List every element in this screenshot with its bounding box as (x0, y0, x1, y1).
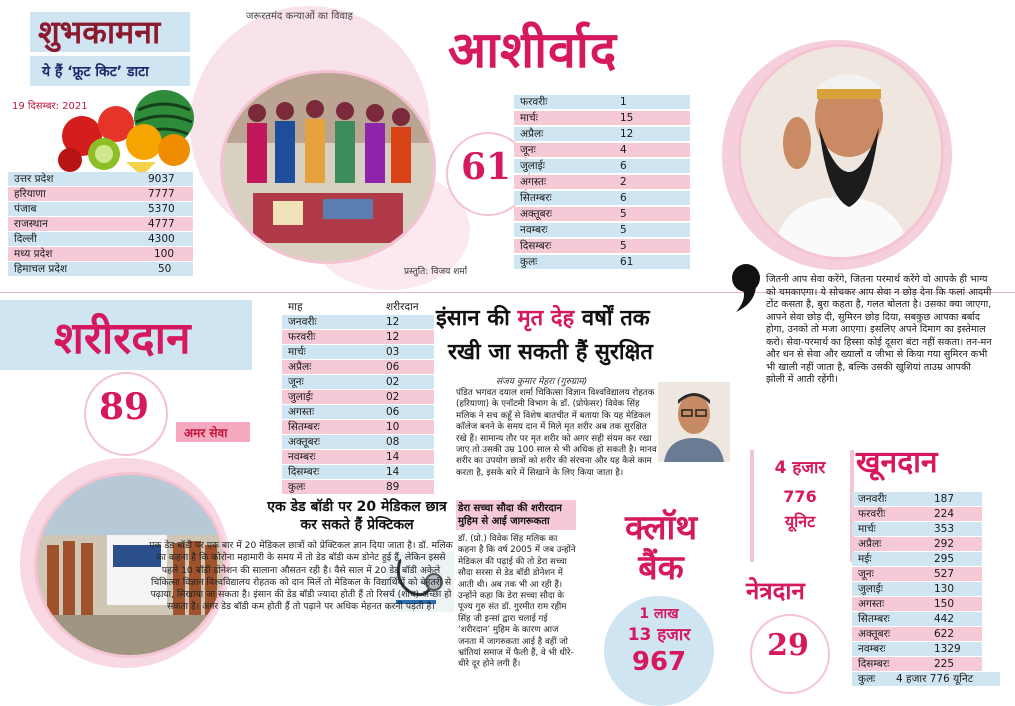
quote-mark-icon (728, 262, 762, 314)
sharirdaan-count: 89 (98, 386, 150, 428)
table-row: अप्रैलः 12 (514, 127, 690, 141)
ashirwad-caption: जरूरतमंद कन्याओं का विवाह (246, 11, 353, 22)
table-row: अगस्तः 150 (852, 597, 982, 611)
table-row: अगस्तः 2 (514, 175, 690, 189)
table-row: कुलः 89 (282, 480, 434, 494)
table-row: सितम्बरः 442 (852, 612, 982, 626)
table-row: जूनः 527 (852, 567, 982, 581)
table-row: मध्य प्रदेश 100 (8, 247, 193, 261)
table-row: जनवरीः 187 (852, 492, 982, 506)
table-row: जूनः 02 (282, 375, 434, 389)
article-body: एक डेड बॉडी पर एक बार में 20 मेडिकल छात्रों को प्रेक्टिकल ज्ञान दिया जाता है। डॉ. मलिक का कहना है कि कोरोना महामारी के समय में तो डेड बॉडी कम डोनेट हुई हैं, लेकिन इससे पहले 10 बॉडी डोनेशन की सालाना औसतन रही है। वैसे साल में 20 डेड बॉडी अकेले चिकित्सा विज्ञान विश्वविद्यालय रोहतक को दान मिलें तो मेडिकल के विद्यार्थियों को बेहतरी से पढ़ाया, सिखाया जा सकता है। इंसान की डेड बॉडी ज्यादा होती हैं तो रिसर्च (शोध) अच्छा हो सकता है। अगर डेड बॉडी कम होती हैं तो पढ़ाने पर अधिक मेहनत करनी पड़ती है। (149, 540, 453, 613)
table-row: मार्चः 353 (852, 522, 982, 536)
table-row: हरियाणा 7777 (8, 187, 193, 201)
table-row: राजस्थान 4777 (8, 217, 193, 231)
table-row: अगस्तः 06 (282, 405, 434, 419)
table-row: नवम्बरः 5 (514, 223, 690, 237)
khoondaan-title: खूनदान (856, 445, 938, 480)
netradaan-title: नेत्रदान (746, 577, 805, 605)
table-row: कुलः 61 (514, 255, 690, 269)
wish-title: शुभकामना (38, 13, 161, 51)
table-row: जुलाईः 6 (514, 159, 690, 173)
amar-sewa-label: अमर सेवा (184, 426, 228, 440)
table-row: जुलाईः 02 (282, 390, 434, 404)
sharirdaan-title: शरीरदान (54, 313, 191, 364)
side-body: डॉ. (प्रो.) विवेक सिंह मलिक का कहना है कि वर्ष 2005 में जब उन्होंने मेडिकल की पढ़ाई की तो डेरा सच्चा सौदा सरसा से डेड बॉडी डोनेशन में आती थी। अब तक भी आ रही हैं। उन्होंने कहा कि डेरा सच्चा सौदा के पूज्य गुरु संत डॉ. गुरमीत राम रहीम सिंह जी इन्सां द्वारा चलाई गई ‘शरीरदान’ मुहिम के कारण आज जनता में जागरुकता आई है वहीं जो भ्रांतियां समाज में फैली हैं, वे भी धीरे-धीरे दूर होने लगी हैं। (458, 534, 576, 670)
table-row: जनवरीः 12 (282, 315, 434, 329)
table-row: नवम्बरः 14 (282, 450, 434, 464)
table-row: हिमाचल प्रदेश 50 (8, 262, 193, 276)
article-headline: इंसान की मृत देह वर्षों तक (436, 306, 650, 331)
cloth-bank-count: 1 लाख 13 हजार 967 (627, 606, 691, 677)
table-row: सितम्बरः 10 (282, 420, 434, 434)
table-row: अप्रैलः 06 (282, 360, 434, 374)
side-head: डेरा सच्चा सौदा की शरीरदान मुहिम से आई जागरूकता (458, 503, 562, 527)
table-row: पंजाब 5370 (8, 202, 193, 216)
wish-date: 19 दिसम्बर: 2021 (12, 101, 88, 112)
table-row-total: कुलः 4 हजार 776 यूनिट (852, 672, 1000, 686)
article-headline-line2: रखी जा सकती हैं सुरक्षित (448, 340, 653, 365)
table-row: उत्तर प्रदेश 9037 (8, 172, 193, 186)
wish-subtitle: ये हैं ‘फ्रूट किट’ डाटा (42, 64, 149, 80)
ashirwad-count: 61 (460, 146, 512, 188)
table-row: अक्तूबरः 08 (282, 435, 434, 449)
doctor-photo (658, 382, 730, 462)
netradaan-count: 29 (767, 628, 809, 663)
cloth-bank-title: क्लॉथ बैंक (624, 508, 698, 588)
table-row: नवम्बरः 1329 (852, 642, 982, 656)
table-row: मार्चः 15 (514, 111, 690, 125)
table-row: फरवरीः 12 (282, 330, 434, 344)
wedding-photo-frame (220, 70, 436, 264)
table-row: फरवरीः 224 (852, 507, 982, 521)
wedding-photo (223, 73, 433, 261)
article-intro: पंडित भगवत दयाल शर्मा चिकित्सा विज्ञान विश्वविद्यालय रोहतक (हरियाणा) के एनॉटमी विभाग के डॉ. (प्रोफेसर) विवेक सिंह मलिक ने सच कहूँ से विशेष बातचीत में बताया कि यह मेडिकल कॉलेज बनने के समय दान में मिले मृत शरीर अब तक सुरक्षित रखे हैं। सामान्य तौर पर मृत शरीर को अगर सही संयम कर रखा जाए तो उसकी उम्र 100 साल से भी अधिक हो सकती है। मानव शरीर का उपयोग छात्रों को शरीर की संरचना और यह कैसे काम करता है, इसके बारे में सिखाने के लिए किया जाता है। (456, 388, 657, 478)
guru-photo (741, 47, 941, 257)
article-byline: संजय कुमार मेहरा (गुरुग्राम) (496, 377, 588, 387)
table-head: माह शरीरदान (288, 301, 419, 313)
ashirwad-credit: प्रस्तुति: विजय शर्मा (404, 267, 468, 277)
fruit-basket-image (56, 88, 196, 178)
table-row: दिल्ली 4300 (8, 232, 193, 246)
doctor-portrait (658, 382, 730, 462)
table-row: अक्तूबरः 5 (514, 207, 690, 221)
article-subheadline: एक डेड बॉडी पर 20 मेडिकल छात्र कर सकते हैं प्रेक्टिकल (267, 499, 447, 533)
table-row: मार्चः 03 (282, 345, 434, 359)
table-row: दिसम्बरः 14 (282, 465, 434, 479)
guru-photo-frame (738, 44, 944, 260)
table-row: फरवरीः 1 (514, 95, 690, 109)
table-row: जुलाईः 130 (852, 582, 982, 596)
table-row: अप्रैलः 292 (852, 537, 982, 551)
guru-quote: जितनी आप सेवा करेंगे, जितना परमार्थ करेंगे वो आपके ही भाग्य को चमकाएगा। ये सोचकर आप सेवा न छोड़ देना कि फलां आदमी टोंट कसता है, बुरा कहता है, गलत बोलता है। उसका क्या जाएगा, आपने सेवा छोड़ दी, सुमिरन छोड़ दिया, सबकुछ आपका बर्बाद होगा, उनको तो मजा आएगा। इसलिए अपने दिमाग का इस्तेमाल करो। सेवा-परमार्थ का हिस्सा कोई दूसरा बंटा नहीं सकता। तन-मन और धन से सेवा और ख्यालों व जीभा से किया गया सुमिरन कभी भी खाली नहीं जाता है, बल्कि उसकी खुशियां ताउम्र आपकी झोली में आती रहेंगी। (766, 274, 992, 385)
table-row: दिसम्बरः 225 (852, 657, 982, 671)
ashirwad-title: आशीर्वाद (448, 21, 618, 79)
table-row: जूनः 4 (514, 143, 690, 157)
table-row: अक्तूबरः 622 (852, 627, 982, 641)
blood-units: 4 हजार 776 यूनिट (774, 458, 826, 531)
table-row: दिसम्बरः 5 (514, 239, 690, 253)
table-row: मईः 295 (852, 552, 982, 566)
table-row: सितम्बरः 6 (514, 191, 690, 205)
